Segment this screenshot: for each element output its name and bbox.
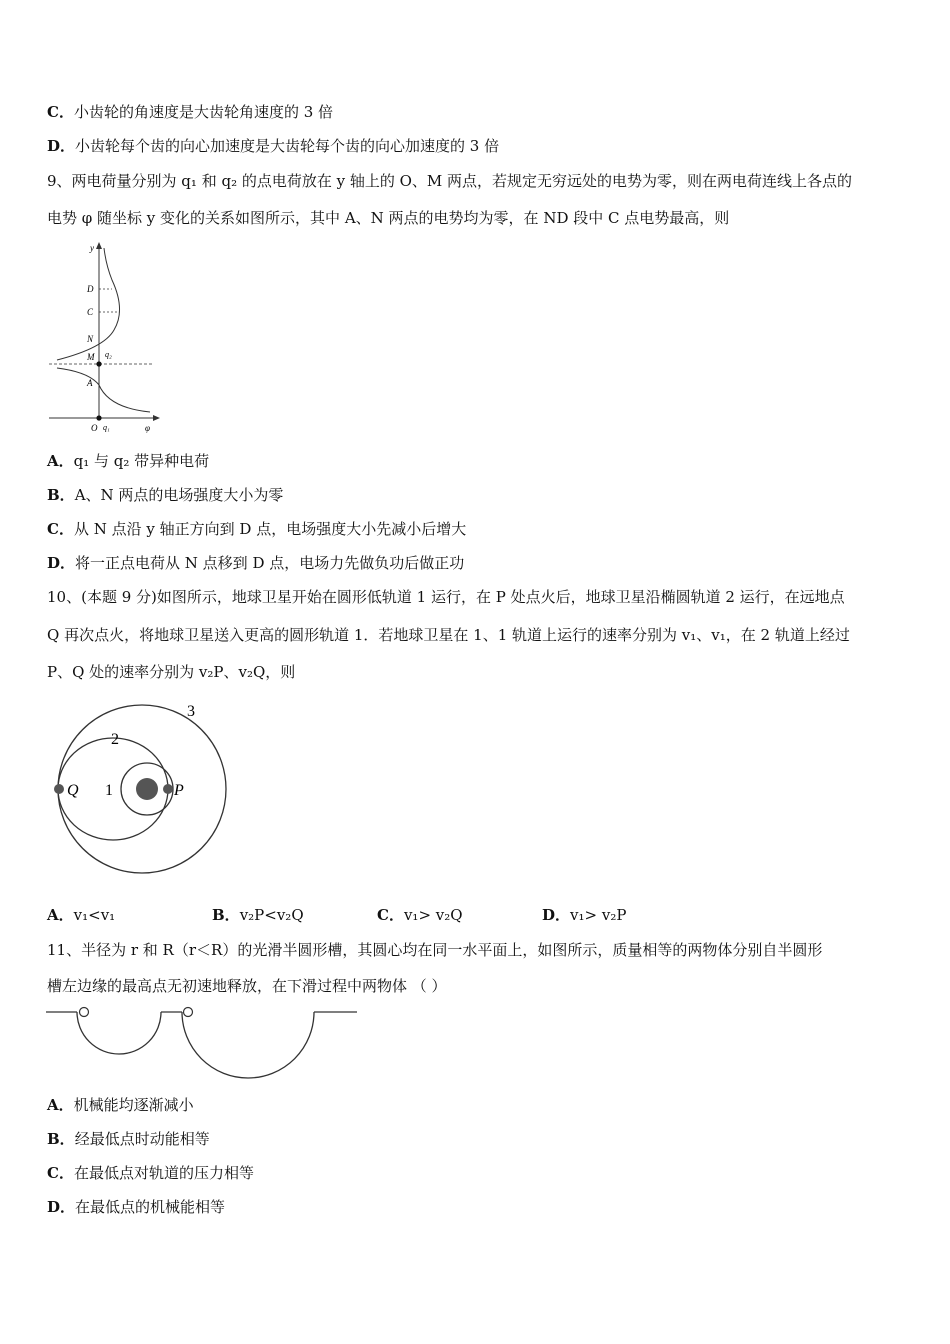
- point-q-label: Q: [67, 782, 79, 799]
- q10-option-a: [47, 905, 115, 925]
- option-label: D．: [47, 554, 76, 572]
- option-label: C．: [47, 103, 74, 121]
- option-text: 在最低点的机械能相等: [75, 1198, 226, 1216]
- point-m-label: M: [87, 352, 95, 362]
- option-text: 从 N 点沿 y 轴正方向到 D 点，电场强度大小先减小后增大: [73, 520, 467, 538]
- option-label: C．: [377, 906, 404, 924]
- q9-option-a: [47, 451, 209, 471]
- option-text: 在最低点对轨道的压力相等: [73, 1164, 254, 1182]
- option-label: D．: [47, 137, 76, 155]
- charge-q2: [96, 361, 101, 366]
- q8-option-c: [47, 102, 333, 122]
- origin-label: O: [91, 423, 98, 433]
- q11-option-c: [47, 1163, 254, 1183]
- q9-option-c: [47, 519, 466, 539]
- q11-semicircle-figure: [44, 1004, 364, 1080]
- point-n-label: N: [87, 334, 94, 344]
- option-label: D．: [47, 1198, 76, 1216]
- q10-orbit-figure: [48, 697, 233, 882]
- point-q-dot: [54, 784, 64, 794]
- option-text: 机械能均逐渐减小: [73, 1096, 194, 1114]
- orbit-2-label: 2: [111, 731, 119, 748]
- q9-stem-line2: 电势 φ 随坐标 y 变化的关系如图所示，其中 A、N 两点的电势均为零，在 ND 段中 C 点电势最高，则: [47, 209, 730, 227]
- large-groove-R: [182, 1012, 314, 1078]
- q8-option-d: [47, 136, 499, 156]
- small-groove-r: [77, 1012, 161, 1054]
- q9-stem-line1: 9、两电荷量分别为 q₁ 和 q₂ 的点电荷放在 y 轴上的 O、M 两点，若规定无穷远处的电势为零，则在两电荷连线上各点的: [47, 172, 853, 190]
- y-axis-arrow: [96, 242, 102, 249]
- q11-option-a: [47, 1095, 194, 1115]
- q9-potential-figure: [44, 240, 164, 435]
- y-axis-label: y: [90, 243, 94, 253]
- option-text: 小齿轮的角速度是大齿轮角速度的 3 倍: [73, 103, 334, 121]
- phi-axis-arrow: [153, 415, 160, 421]
- q10-stem-line2: Q 再次点火，将地球卫星送入更高的圆形轨道 1．若地球卫星在 1、1 轨道上运行的速率分别为 v₁、v₁，在 2 轨道上经过: [47, 626, 850, 644]
- option-label: A．: [47, 906, 74, 924]
- q2-label: q₂: [105, 350, 112, 359]
- option-label: C．: [47, 1164, 74, 1182]
- option-text: q₁ 与 q₂ 带异种电荷: [73, 452, 210, 470]
- phi-axis-label: φ: [145, 423, 150, 433]
- option-label: A．: [47, 1096, 74, 1114]
- q10-option-b: [212, 905, 304, 925]
- option-text: 将一正点电荷从 N 点移到 D 点，电场力先做负功后做正功: [75, 554, 465, 572]
- option-label: B．: [47, 486, 75, 504]
- option-label: C．: [47, 520, 74, 538]
- lower-potential-curve: [57, 368, 150, 412]
- q1-label: q₁: [103, 423, 110, 432]
- option-label: B．: [212, 906, 240, 924]
- option-text: v₁> v₂P: [570, 906, 627, 924]
- option-text: v₁<v₁: [73, 906, 116, 924]
- point-a-label: A: [87, 378, 93, 388]
- q11-option-d: [47, 1197, 225, 1217]
- point-d-label: D: [87, 284, 94, 294]
- earth-icon: [136, 778, 158, 800]
- q11-stem-line2: 槽左边缘的最高点无初速地释放，在下滑过程中两物体 （ ）: [47, 977, 447, 995]
- q10-option-d: [542, 905, 626, 925]
- q11-stem-line1: 11、半径为 r 和 R（r＜R）的光滑半圆形槽，其圆心均在同一水平面上，如图所示，质量相等的两物体分别自半圆形: [47, 941, 823, 959]
- point-p-dot: [163, 784, 173, 794]
- q9-option-d: [47, 553, 464, 573]
- option-label: B．: [47, 1130, 75, 1148]
- option-label: D．: [542, 906, 571, 924]
- q10-stem-line3: P、Q 处的速率分别为 v₂P、v₂Q，则: [47, 663, 296, 681]
- charge-q1: [96, 415, 101, 420]
- object-2-icon: [184, 1008, 193, 1017]
- point-c-label: C: [87, 307, 94, 317]
- q9-option-b: [47, 485, 283, 505]
- object-1-icon: [80, 1008, 89, 1017]
- option-text: A、N 两点的电场强度大小为零: [74, 486, 284, 504]
- option-text: v₂P<v₂Q: [239, 906, 304, 924]
- q10-stem-line1: 10、(本题 9 分)如图所示，地球卫星开始在圆形低轨道 1 运行，在 P 处点火后，地球卫星沿椭圆轨道 2 运行，在远地点: [47, 588, 845, 606]
- option-text: v₁> v₂Q: [403, 906, 463, 924]
- option-label: A．: [47, 452, 74, 470]
- orbit-3-label: 3: [187, 703, 195, 720]
- point-p-label: P: [174, 782, 184, 799]
- q11-option-b: [47, 1129, 210, 1149]
- orbit-1-label: 1: [105, 782, 113, 799]
- option-text: 小齿轮每个齿的向心加速度是大齿轮每个齿的向心加速度的 3 倍: [75, 137, 500, 155]
- q10-option-c: [377, 905, 463, 925]
- option-text: 经最低点时动能相等: [74, 1130, 210, 1148]
